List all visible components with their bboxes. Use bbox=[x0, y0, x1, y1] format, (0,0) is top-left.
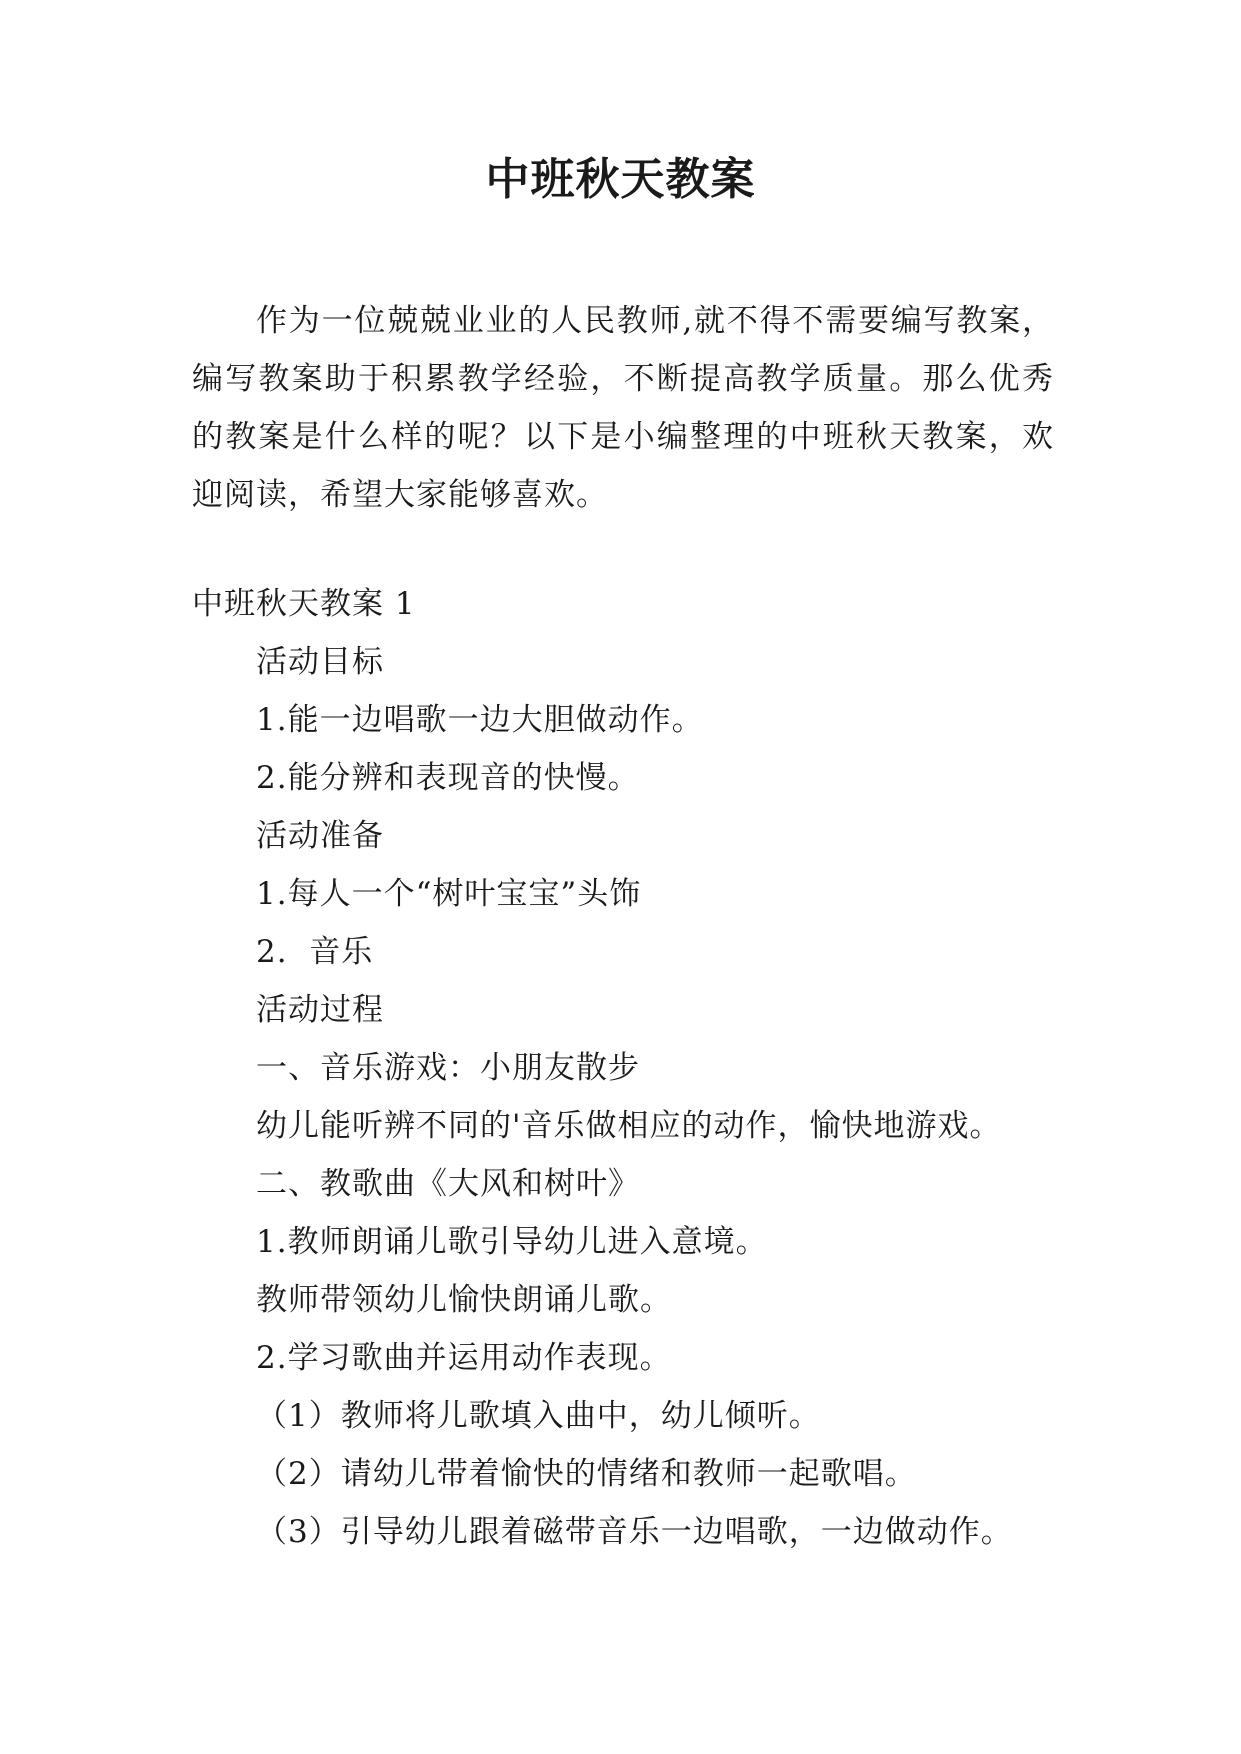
line-prep-1: 1.每人一个“树叶宝宝”头饰 bbox=[256, 876, 642, 912]
section-heading: 中班秋天教案 1 bbox=[192, 586, 416, 622]
document-title: 中班秋天教案 bbox=[485, 154, 756, 205]
intro-paragraph: 作为一位兢兢业业的人民教师,就不得不需要编写教案，编写教案助于积累教学经验，不断提高教学质量。那么优秀的教案是什么样的呢？以下是小编整理的中班秋天教案，欢迎阅读，希望大家能够喜欢。 bbox=[192, 303, 1054, 513]
line-substep-3: （3）引导幼儿跟着磁带音乐一边唱歌，一边做动作。 bbox=[256, 1514, 1013, 1550]
line-step-2: 2.学习歌曲并运用动作表现。 bbox=[256, 1340, 672, 1376]
line-goal-1: 1.能一边唱歌一边大胆做动作。 bbox=[256, 702, 704, 738]
line-process-1: 一、音乐游戏：小朋友散步 bbox=[256, 1050, 640, 1086]
line-step-1: 1.教师朗诵儿歌引导幼儿进入意境。 bbox=[256, 1224, 768, 1260]
line-step-1-desc: 教师带领幼儿愉快朗诵儿歌。 bbox=[256, 1282, 672, 1318]
line-substep-2: （2）请幼儿带着愉快的情绪和教师一起歌唱。 bbox=[256, 1456, 917, 1492]
line-prep-2: 2. 音乐 bbox=[256, 934, 374, 970]
line-process-2: 二、教歌曲《大风和树叶》 bbox=[256, 1166, 640, 1202]
line-goal-2: 2.能分辨和表现音的快慢。 bbox=[256, 760, 640, 796]
line-process-1-desc: 幼儿能听辨不同的'音乐做相应的动作，愉快地游戏。 bbox=[256, 1108, 1002, 1144]
line-activity-process: 活动过程 bbox=[256, 992, 384, 1028]
line-activity-prep: 活动准备 bbox=[256, 818, 384, 854]
line-activity-goal: 活动目标 bbox=[256, 644, 384, 680]
line-substep-1: （1）教师将儿歌填入曲中，幼儿倾听。 bbox=[256, 1398, 821, 1434]
